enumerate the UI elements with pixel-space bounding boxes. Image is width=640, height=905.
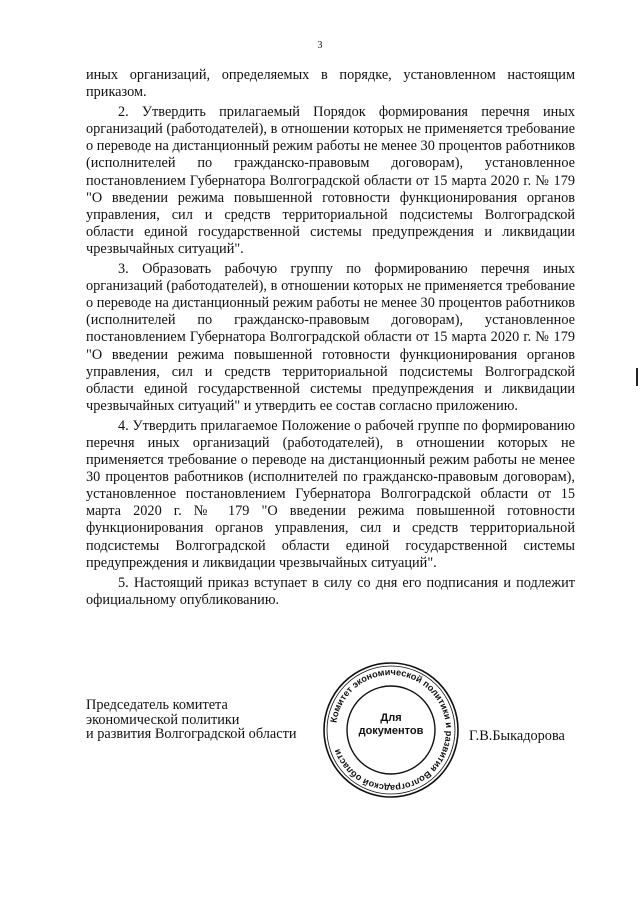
order-text bbox=[86, 67, 575, 609]
paragraph-continuation: иных организаций, определяемых в порядке, установленном настоящим приказом. bbox=[86, 67, 575, 101]
paragraph-4: 4. Утвердить прилагаемое Положение о рабочей группе по формированию перечня иных организаций (работодателей), в отношении которых не применяется требование о переводе на дистанционный режим работы не менее 30 процентов работников (исполнителей по гражданско-правовым договорам), установленное постановлением Губернатора Волгоградской области от 15 марта 2020 г. № 179 "О введении режима повышенной готовности функционирования органов управления, сил и средств территориальной подсистемы Волгоградской области единой государственной системы предупреждения и ликвидации чрезвычайных ситуаций". bbox=[86, 417, 575, 571]
scan-edge-mark bbox=[636, 368, 638, 386]
signatory-name: Г.В.Быкадорова bbox=[469, 728, 565, 744]
seal-center-line: Для bbox=[380, 712, 402, 724]
page-number: 3 bbox=[317, 40, 323, 51]
signatory-title-line: и развития Волгоградской области bbox=[86, 726, 297, 742]
seal-ring-text: Комитет экономической политики и развития Волгоградской области bbox=[328, 666, 455, 794]
signatory-title-line: экономической политики bbox=[86, 711, 240, 728]
paragraph-2: 2. Утвердить прилагаемый Порядок формирования перечня иных организаций (работодателей), в отношении которых не применяется требование о переводе на дистанционный режим работы не менее 30 процентов работников (исполнителей по гражданско-правовым договорам), установленное постановлением Губернатора Волгоградской области от 15 марта 2020 г. № 179 "О введении режима повышенной готовности функционирования органов управления, сил и средств территориальной подсистемы Волгоградской области единой государственной системы предупреждения и ликвидации чрезвычайных ситуаций". bbox=[86, 104, 575, 257]
signatory-title-line: Председатель комитета bbox=[86, 697, 228, 713]
official-seal bbox=[321, 660, 461, 800]
seal-center-text bbox=[321, 712, 461, 738]
paragraph-5: 5. Настоящий приказ вступает в силу со дня его подписания и подлежит официальному опубликованию. bbox=[86, 574, 575, 608]
paragraph-3: 3. Образовать рабочую группу по формированию перечня иных организаций (работодателей), в отношении которых не применяется требование о переводе на дистанционный режим работы не менее 30 процентов работников (исполнителей по гражданско-правовым договорам), установленное постановлением Губернатора Волгоградской области от 15 марта 2020 г. № 179 "О введении режима повышенной готовности функционирования органов управления, сил и средств территориальной подсистемы Волгоградской области единой государственной системы предупреждения и ликвидации чрезвычайных ситуаций" и утвердить ее состав согласно приложению. bbox=[86, 261, 575, 414]
seal-center-line: документов bbox=[358, 725, 424, 737]
signatory-title bbox=[86, 698, 296, 742]
